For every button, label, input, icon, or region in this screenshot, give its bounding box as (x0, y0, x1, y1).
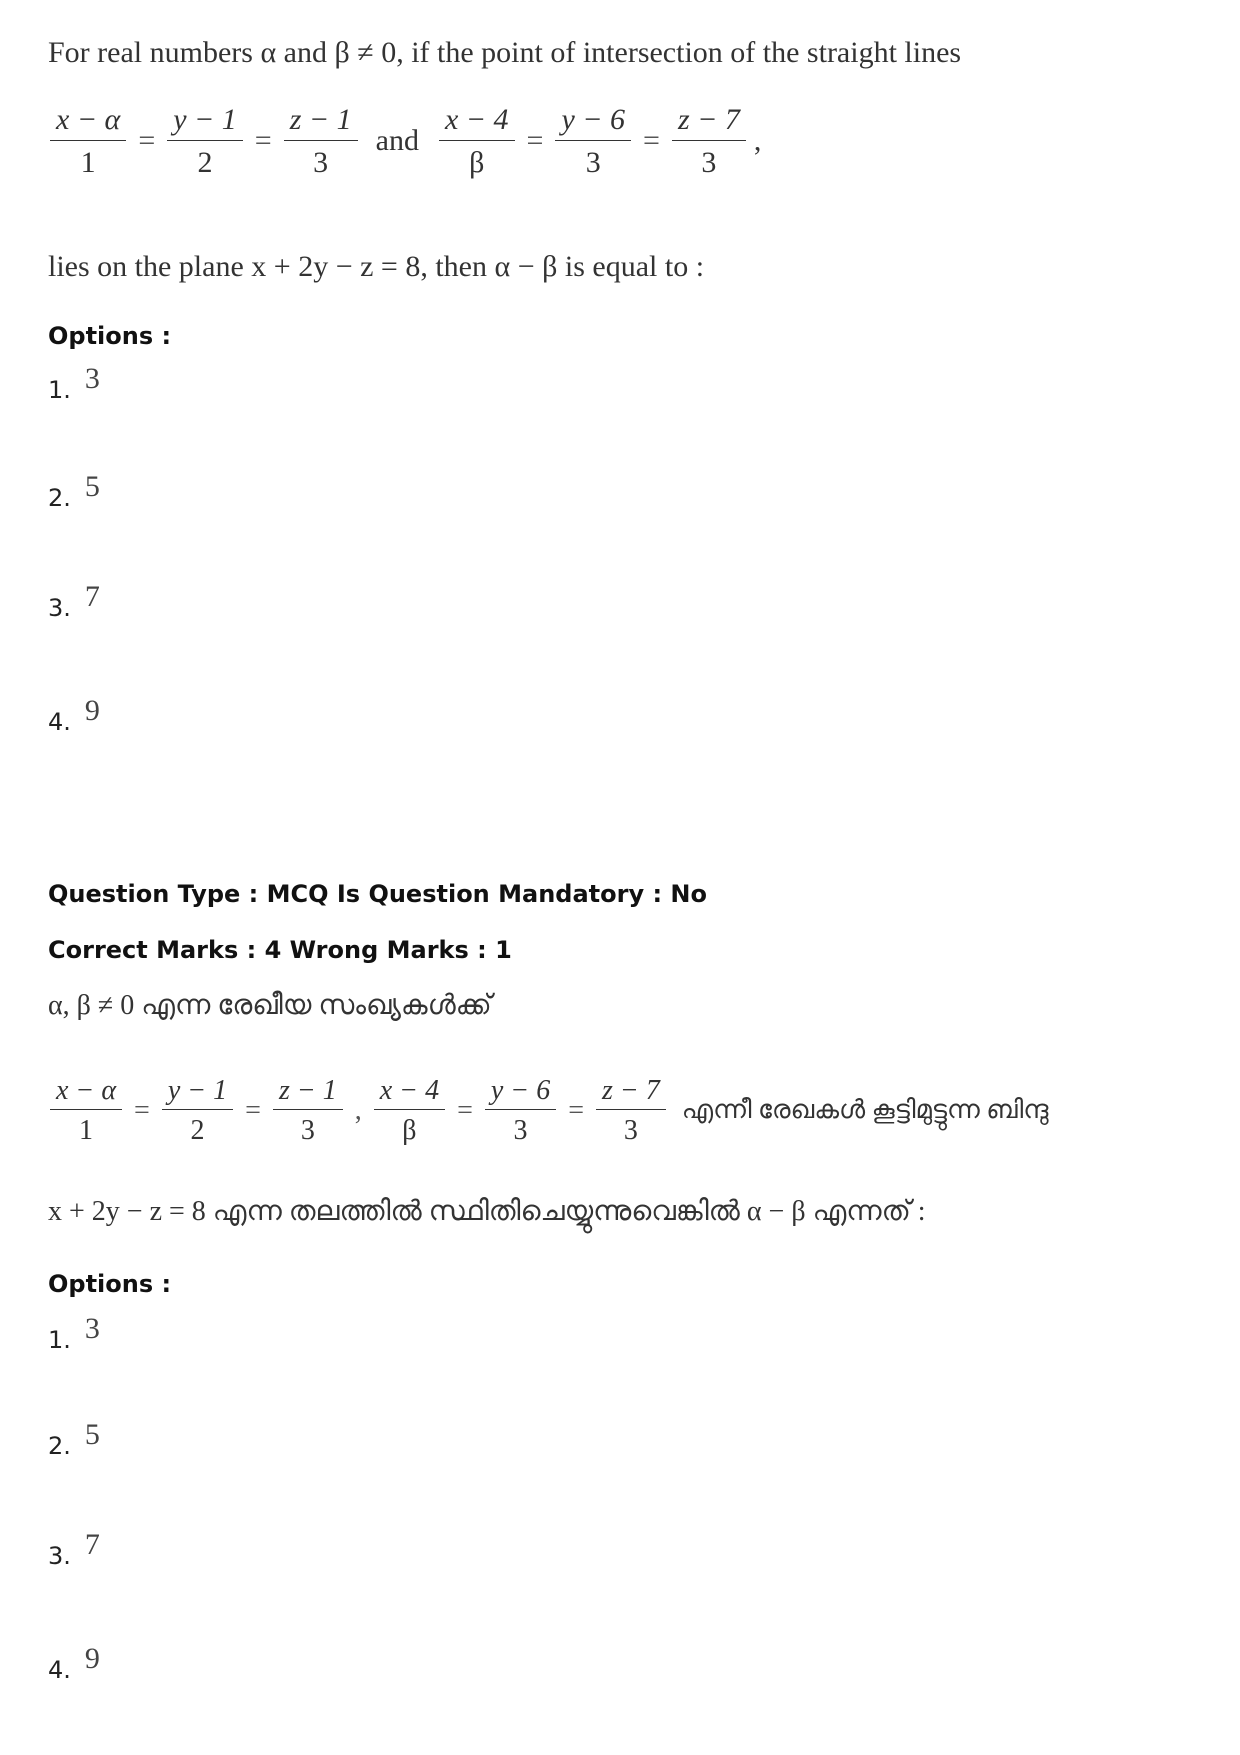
question-condition-en: lies on the plane x + 2y − z = 8, then α − β is equal to : (48, 250, 705, 283)
fraction (284, 104, 358, 178)
option-number: 1. (48, 1326, 71, 1354)
denominator: 1 (80, 145, 96, 179)
equals-sign: = (568, 1094, 584, 1126)
equation-ml (42, 1076, 1048, 1146)
equation-joiner: and (375, 124, 419, 157)
fraction (555, 104, 631, 178)
numerator: z − 7 (596, 1076, 666, 1110)
option-value: 3 (84, 362, 100, 395)
option-3-en[interactable] (48, 580, 100, 624)
option-value: 7 (84, 580, 100, 613)
option-number: 2. (48, 484, 71, 512)
question-condition-ml: x + 2y − z = 8 എന്ന തലത്തിൽ സ്ഥിതിചെയ്യുന്നുവെങ്കിൽ α − β എന്നത് : (48, 1196, 926, 1227)
numerator: x − 4 (374, 1076, 445, 1110)
marks-line: Correct Marks : 4 Wrong Marks : 1 (48, 936, 512, 964)
denominator: 1 (79, 1115, 94, 1147)
equals-sign: = (457, 1094, 473, 1126)
options-label-ml: Options : (48, 1270, 172, 1298)
equation-joiner: , (354, 1094, 362, 1126)
numerator: x − α (50, 104, 126, 141)
option-number: 4. (48, 708, 71, 736)
numerator: y − 1 (167, 104, 243, 141)
option-4-en[interactable] (48, 694, 100, 738)
fraction (273, 1076, 343, 1146)
option-value: 3 (84, 1312, 100, 1345)
equals-sign: = (526, 124, 544, 157)
equals-sign: = (643, 124, 660, 157)
fraction (596, 1076, 666, 1146)
denominator: 3 (623, 1115, 638, 1147)
option-number: 4. (48, 1656, 71, 1684)
question-type-line: Question Type : MCQ Is Question Mandatory : No (48, 880, 707, 908)
option-value: 5 (84, 1418, 100, 1451)
equals-sign: = (245, 1094, 261, 1126)
option-2-ml[interactable] (48, 1418, 100, 1462)
numerator: z − 1 (273, 1076, 343, 1110)
equals-sign: = (254, 124, 272, 157)
denominator: 2 (197, 145, 213, 179)
numerator: z − 7 (672, 104, 746, 141)
question-intro-en: For real numbers α and β ≠ 0, if the point of intersection of the straight lines (48, 36, 962, 69)
option-value: 7 (84, 1528, 100, 1561)
fraction (672, 104, 746, 178)
fraction (439, 104, 515, 178)
option-number: 3. (48, 1542, 71, 1570)
denominator: 3 (513, 1115, 528, 1147)
option-number: 3. (48, 594, 71, 622)
denominator: 3 (585, 145, 601, 179)
numerator: x − 4 (439, 104, 515, 141)
option-3-ml[interactable] (48, 1528, 100, 1572)
option-number: 2. (48, 1432, 71, 1460)
option-value: 9 (84, 694, 100, 727)
question-intro-ml: α, β ≠ 0 എന്ന രേഖീയ സംഖ്യകൾക്ക് (48, 990, 492, 1021)
option-value: 9 (84, 1642, 100, 1675)
option-1-ml[interactable] (48, 1312, 100, 1356)
option-value: 5 (84, 470, 100, 503)
fraction (162, 1076, 233, 1146)
fraction (167, 104, 243, 178)
equation-en (42, 104, 761, 178)
numerator: z − 1 (284, 104, 358, 141)
fraction (485, 1076, 556, 1146)
equals-sign: = (134, 1094, 150, 1126)
equals-sign: = (138, 124, 156, 157)
equation-trailing: , (753, 124, 762, 157)
denominator: 3 (701, 145, 717, 179)
denominator: β (469, 145, 485, 179)
denominator: β (402, 1115, 417, 1147)
option-2-en[interactable] (48, 470, 100, 514)
option-1-en[interactable] (48, 362, 100, 406)
numerator: y − 6 (485, 1076, 556, 1110)
options-label-en: Options : (48, 322, 172, 350)
numerator: y − 6 (555, 104, 631, 141)
denominator: 3 (300, 1115, 315, 1147)
option-4-ml[interactable] (48, 1642, 100, 1686)
option-number: 1. (48, 376, 71, 404)
numerator: y − 1 (162, 1076, 233, 1110)
fraction (374, 1076, 445, 1146)
denominator: 3 (313, 145, 329, 179)
numerator: x − α (50, 1076, 122, 1110)
fraction (50, 104, 126, 178)
equation-trailing: എന്നീ രേഖകൾ കൂട്ടിമുട്ടുന്ന ബിന്ദു (681, 1095, 1049, 1125)
denominator: 2 (190, 1115, 205, 1147)
fraction (50, 1076, 122, 1146)
